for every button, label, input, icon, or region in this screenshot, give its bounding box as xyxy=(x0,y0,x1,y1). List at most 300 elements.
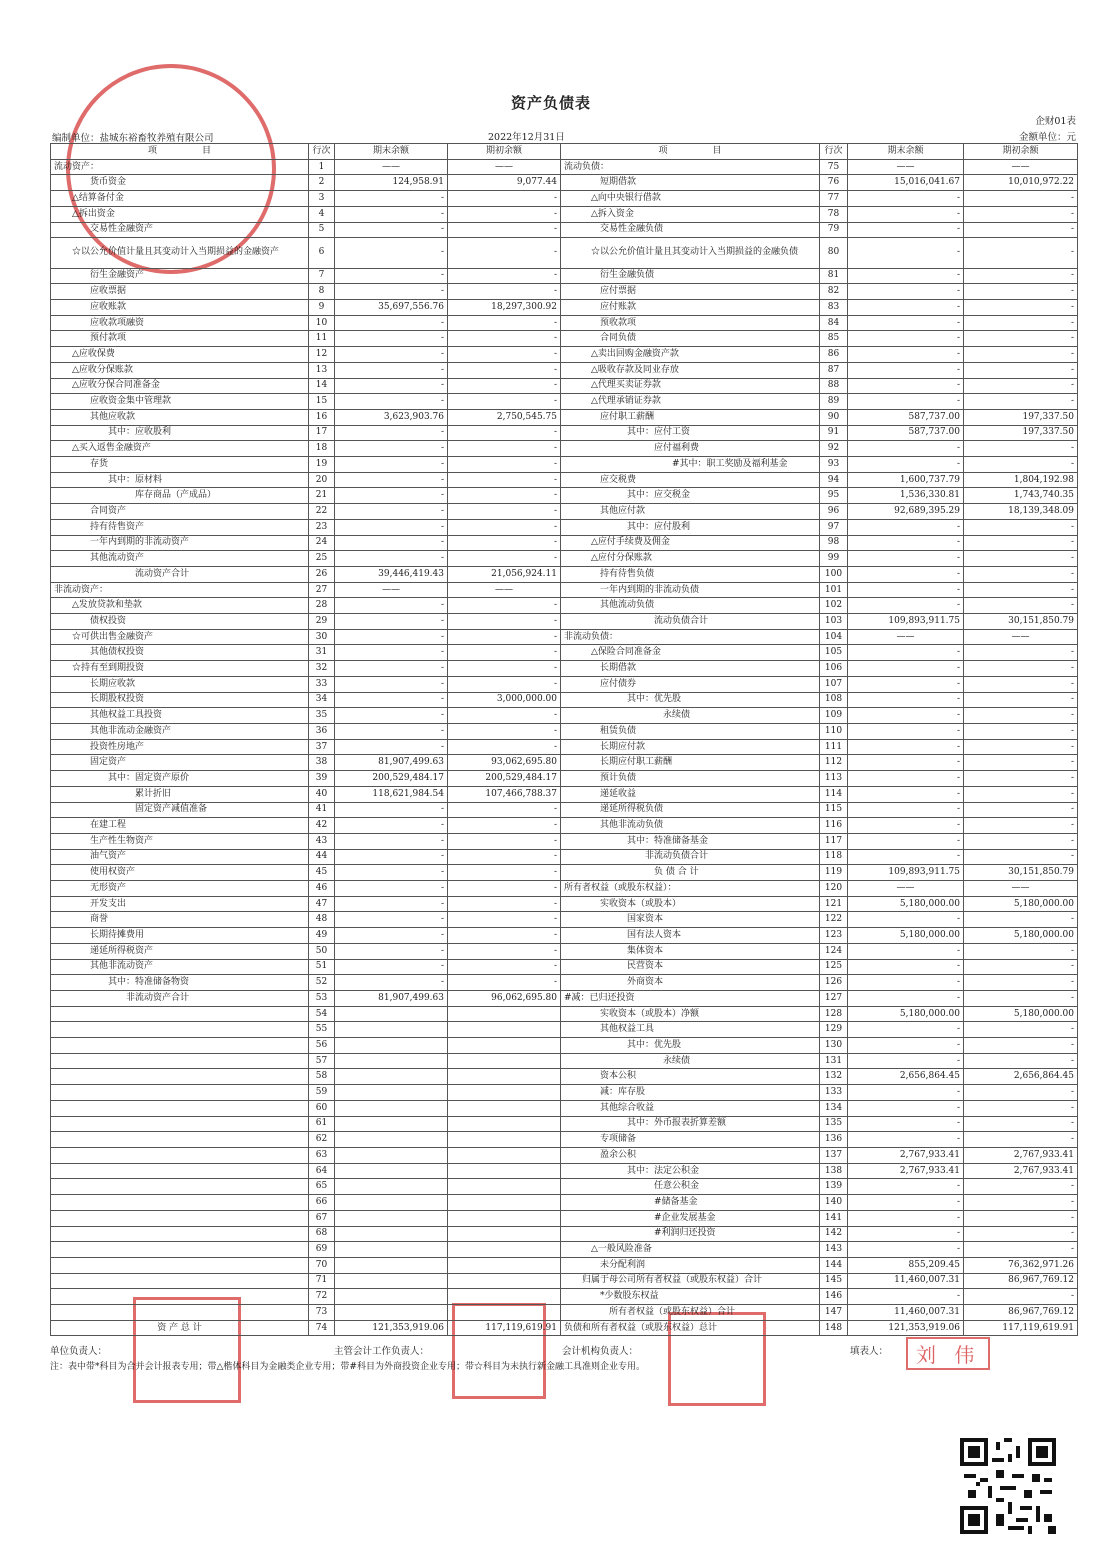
asset-begin-balance: - xyxy=(448,739,561,755)
asset-begin-balance: - xyxy=(448,519,561,535)
asset-item xyxy=(51,1195,309,1211)
asset-end-balance: - xyxy=(335,818,448,834)
table-row xyxy=(51,238,1078,268)
liability-line-no: 141 xyxy=(820,1210,848,1226)
liability-end-balance: 1,600,737.79 xyxy=(848,472,964,488)
table-row xyxy=(51,551,1078,567)
liability-begin-balance: 5,180,000.00 xyxy=(964,1006,1078,1022)
liability-begin-balance: - xyxy=(964,238,1078,268)
asset-begin-balance: —— xyxy=(448,159,561,175)
asset-item: △结算备付金 xyxy=(51,191,309,207)
asset-begin-balance: - xyxy=(448,928,561,944)
liability-line-no: 77 xyxy=(820,191,848,207)
asset-line-no: 63 xyxy=(309,1147,335,1163)
liability-end-balance: - xyxy=(848,1116,964,1132)
liability-begin-balance: 30,151,850.79 xyxy=(964,614,1078,630)
table-row xyxy=(51,504,1078,520)
table-row xyxy=(51,990,1078,1006)
table-row xyxy=(51,582,1078,598)
asset-end-balance: - xyxy=(335,645,448,661)
liability-end-balance: - xyxy=(848,724,964,740)
liability-item: 合同负债 xyxy=(561,331,820,347)
table-row xyxy=(51,975,1078,991)
table-row xyxy=(51,1242,1078,1258)
table-row xyxy=(51,1006,1078,1022)
asset-end-balance: - xyxy=(335,238,448,268)
asset-line-no: 66 xyxy=(309,1195,335,1211)
asset-end-balance: - xyxy=(335,222,448,238)
asset-line-no: 7 xyxy=(309,268,335,284)
liability-item: 民营资本 xyxy=(561,959,820,975)
liability-line-no: 102 xyxy=(820,598,848,614)
asset-end-balance: - xyxy=(335,739,448,755)
asset-line-no: 65 xyxy=(309,1179,335,1195)
liability-item: 其中：应付股利 xyxy=(561,519,820,535)
asset-end-balance: - xyxy=(335,268,448,284)
liability-line-no: 125 xyxy=(820,959,848,975)
liability-end-balance: - xyxy=(848,347,964,363)
asset-line-no: 25 xyxy=(309,551,335,567)
liability-begin-balance: - xyxy=(964,394,1078,410)
asset-item xyxy=(51,1179,309,1195)
table-row xyxy=(51,1226,1078,1242)
liability-line-no: 144 xyxy=(820,1257,848,1273)
table-row xyxy=(51,802,1078,818)
asset-end-balance: - xyxy=(335,943,448,959)
asset-end-balance: 81,907,499.63 xyxy=(335,755,448,771)
table-row xyxy=(51,566,1078,582)
liability-item: 负 债 合 计 xyxy=(561,865,820,881)
liability-begin-balance: - xyxy=(964,1085,1078,1101)
liability-begin-balance: 86,967,769.12 xyxy=(964,1305,1078,1321)
liability-begin-balance: - xyxy=(964,551,1078,567)
liability-line-no: 104 xyxy=(820,629,848,645)
liability-line-no: 115 xyxy=(820,802,848,818)
liability-item: 非流动负债： xyxy=(561,629,820,645)
liability-line-no: 126 xyxy=(820,975,848,991)
asset-begin-balance xyxy=(448,1257,561,1273)
asset-begin-balance xyxy=(448,1305,561,1321)
asset-begin-balance: - xyxy=(448,472,561,488)
liability-line-no: 90 xyxy=(820,409,848,425)
liability-end-balance: - xyxy=(848,238,964,268)
liability-item: #利润归还投资 xyxy=(561,1226,820,1242)
asset-begin-balance: - xyxy=(448,315,561,331)
table-row xyxy=(51,175,1078,191)
asset-end-balance: - xyxy=(335,676,448,692)
liability-end-balance: - xyxy=(848,771,964,787)
unit-head-label: 单位负责人： xyxy=(50,1346,108,1357)
table-row xyxy=(51,425,1078,441)
liability-item: 实收资本（或股本） xyxy=(561,896,820,912)
liability-end-balance: - xyxy=(848,566,964,582)
asset-item xyxy=(51,1132,309,1148)
asset-end-balance: 81,907,499.63 xyxy=(335,990,448,1006)
liability-end-balance: - xyxy=(848,1132,964,1148)
liability-begin-balance: - xyxy=(964,739,1078,755)
asset-begin-balance xyxy=(448,1006,561,1022)
liability-line-no: 94 xyxy=(820,472,848,488)
liability-end-balance: —— xyxy=(848,629,964,645)
asset-item: 其中：原材料 xyxy=(51,472,309,488)
asset-line-no: 17 xyxy=(309,425,335,441)
asset-end-balance: - xyxy=(335,629,448,645)
table-row xyxy=(51,206,1078,222)
asset-end-balance xyxy=(335,1163,448,1179)
asset-end-balance: - xyxy=(335,692,448,708)
asset-item: 流动资产： xyxy=(51,159,309,175)
liability-begin-balance: - xyxy=(964,1242,1078,1258)
asset-item: 持有待售资产 xyxy=(51,519,309,535)
asset-line-no: 18 xyxy=(309,441,335,457)
liability-end-balance: 11,460,007.31 xyxy=(848,1273,964,1289)
asset-line-no: 24 xyxy=(309,535,335,551)
asset-item: 固定资产 xyxy=(51,755,309,771)
liability-end-balance: - xyxy=(848,1053,964,1069)
liability-item: 负债和所有者权益（或股东权益）总计 xyxy=(561,1320,820,1336)
asset-item xyxy=(51,1147,309,1163)
asset-line-no: 39 xyxy=(309,771,335,787)
liability-end-balance: - xyxy=(848,1179,964,1195)
liability-item: 租赁负债 xyxy=(561,724,820,740)
table-row xyxy=(51,708,1078,724)
asset-line-no: 33 xyxy=(309,676,335,692)
table-row xyxy=(51,771,1078,787)
liability-end-balance: - xyxy=(848,284,964,300)
table-row xyxy=(51,535,1078,551)
asset-line-no: 48 xyxy=(309,912,335,928)
liability-line-no: 118 xyxy=(820,849,848,865)
liability-item: 应交税费 xyxy=(561,472,820,488)
asset-item: △发放贷款和垫款 xyxy=(51,598,309,614)
asset-line-no: 36 xyxy=(309,724,335,740)
asset-begin-balance: - xyxy=(448,268,561,284)
asset-end-balance: - xyxy=(335,833,448,849)
asset-end-balance: - xyxy=(335,912,448,928)
asset-item xyxy=(51,1163,309,1179)
asset-end-balance: - xyxy=(335,425,448,441)
liability-item: 其中：优先股 xyxy=(561,1038,820,1054)
asset-begin-balance: - xyxy=(448,975,561,991)
asset-item: 无形资产 xyxy=(51,881,309,897)
asset-begin-balance: - xyxy=(448,551,561,567)
liability-item: 长期应付职工薪酬 xyxy=(561,755,820,771)
asset-end-balance xyxy=(335,1132,448,1148)
qr-code-icon xyxy=(960,1438,1056,1534)
org-head-label: 会计机构负责人： xyxy=(562,1346,639,1357)
asset-end-balance: —— xyxy=(335,582,448,598)
asset-line-no: 62 xyxy=(309,1132,335,1148)
liability-line-no: 89 xyxy=(820,394,848,410)
liability-end-balance: 2,767,933.41 xyxy=(848,1163,964,1179)
asset-begin-balance xyxy=(448,1273,561,1289)
liability-begin-balance: - xyxy=(964,802,1078,818)
table-row xyxy=(51,928,1078,944)
liability-item: 盈余公积 xyxy=(561,1147,820,1163)
liability-begin-balance: - xyxy=(964,724,1078,740)
liability-begin-balance: - xyxy=(964,755,1078,771)
liability-begin-balance: - xyxy=(964,315,1078,331)
table-row xyxy=(51,441,1078,457)
table-row xyxy=(51,833,1078,849)
asset-end-balance: - xyxy=(335,849,448,865)
asset-line-no: 26 xyxy=(309,566,335,582)
liability-end-balance: - xyxy=(848,378,964,394)
company-name: 编制单位：盐城东裕畜牧养殖有限公司 xyxy=(52,133,214,144)
asset-item xyxy=(51,1116,309,1132)
liability-item: 短期借款 xyxy=(561,175,820,191)
asset-end-balance: - xyxy=(335,206,448,222)
table-row xyxy=(51,519,1078,535)
liability-item: 递延收益 xyxy=(561,786,820,802)
asset-item: △拆出资金 xyxy=(51,206,309,222)
asset-item: 固定资产减值准备 xyxy=(51,802,309,818)
asset-item: 其中：特准储备物资 xyxy=(51,975,309,991)
liability-begin-balance: —— xyxy=(964,159,1078,175)
liability-line-no: 100 xyxy=(820,566,848,582)
liability-line-no: 137 xyxy=(820,1147,848,1163)
liability-begin-balance: 30,151,850.79 xyxy=(964,865,1078,881)
asset-end-balance xyxy=(335,1179,448,1195)
asset-item xyxy=(51,1305,309,1321)
asset-line-no: 55 xyxy=(309,1022,335,1038)
liability-end-balance: - xyxy=(848,1226,964,1242)
table-row xyxy=(51,1100,1078,1116)
liability-line-no: 83 xyxy=(820,300,848,316)
asset-item: 累计折旧 xyxy=(51,786,309,802)
liability-begin-balance: - xyxy=(964,692,1078,708)
liability-item: 资本公积 xyxy=(561,1069,820,1085)
asset-begin-balance xyxy=(448,1100,561,1116)
asset-begin-balance: 18,297,300.92 xyxy=(448,300,561,316)
liability-item: 流动负债合计 xyxy=(561,614,820,630)
asset-end-balance: - xyxy=(335,457,448,473)
liability-line-no: 88 xyxy=(820,378,848,394)
asset-line-no: 57 xyxy=(309,1053,335,1069)
asset-line-no: 54 xyxy=(309,1006,335,1022)
asset-line-no: 28 xyxy=(309,598,335,614)
liability-line-no: 138 xyxy=(820,1163,848,1179)
liability-end-balance: - xyxy=(848,959,964,975)
asset-line-no: 23 xyxy=(309,519,335,535)
asset-line-no: 73 xyxy=(309,1305,335,1321)
liability-line-no: 82 xyxy=(820,284,848,300)
asset-item: 生产性生物资产 xyxy=(51,833,309,849)
asset-line-no: 49 xyxy=(309,928,335,944)
page-title: 资产负债表 xyxy=(510,94,591,112)
asset-begin-balance xyxy=(448,1085,561,1101)
asset-begin-balance: - xyxy=(448,347,561,363)
liability-end-balance: —— xyxy=(848,881,964,897)
asset-begin-balance: - xyxy=(448,284,561,300)
asset-item: △买入返售金融资产 xyxy=(51,441,309,457)
asset-end-balance: - xyxy=(335,896,448,912)
table-row xyxy=(51,1305,1078,1321)
liability-end-balance: - xyxy=(848,1242,964,1258)
liability-item: △保险合同准备金 xyxy=(561,645,820,661)
asset-line-no: 6 xyxy=(309,238,335,268)
asset-end-balance xyxy=(335,1273,448,1289)
asset-end-balance xyxy=(335,1147,448,1163)
liability-line-no: 117 xyxy=(820,833,848,849)
asset-begin-balance: - xyxy=(448,865,561,881)
table-row xyxy=(51,614,1078,630)
liability-end-balance: - xyxy=(848,786,964,802)
liability-end-balance: 5,180,000.00 xyxy=(848,896,964,912)
asset-item: 其他流动资产 xyxy=(51,551,309,567)
liability-begin-balance: - xyxy=(964,975,1078,991)
table-row xyxy=(51,378,1078,394)
liability-end-balance: - xyxy=(848,300,964,316)
liability-begin-balance: - xyxy=(964,331,1078,347)
asset-end-balance: 124,958.91 xyxy=(335,175,448,191)
liability-line-no: 103 xyxy=(820,614,848,630)
asset-item: 其他权益工具投资 xyxy=(51,708,309,724)
table-header xyxy=(51,144,1078,160)
asset-item xyxy=(51,1038,309,1054)
liability-item: 递延所得税负债 xyxy=(561,802,820,818)
liability-begin-balance: - xyxy=(964,535,1078,551)
table-row xyxy=(51,959,1078,975)
table-row xyxy=(51,1116,1078,1132)
asset-end-balance xyxy=(335,1022,448,1038)
liability-item: △代理承销证券款 xyxy=(561,394,820,410)
liability-item: #减：已归还投资 xyxy=(561,990,820,1006)
preparer-seal: 刘 伟 xyxy=(906,1337,990,1370)
liability-begin-balance: - xyxy=(964,457,1078,473)
liability-item: △拆入资金 xyxy=(561,206,820,222)
liability-begin-balance: - xyxy=(964,1132,1078,1148)
asset-line-no: 41 xyxy=(309,802,335,818)
liability-item: 其中：应交税金 xyxy=(561,488,820,504)
liability-begin-balance: 18,139,348.09 xyxy=(964,504,1078,520)
liability-item: 所有者权益（或股东权益）合计 xyxy=(561,1305,820,1321)
asset-end-balance: - xyxy=(335,724,448,740)
liability-line-no: 121 xyxy=(820,896,848,912)
liability-end-balance: - xyxy=(848,551,964,567)
asset-end-balance: - xyxy=(335,284,448,300)
liability-item: 非流动负债合计 xyxy=(561,849,820,865)
table-row xyxy=(51,1085,1078,1101)
asset-end-balance xyxy=(335,1257,448,1273)
asset-line-no: 34 xyxy=(309,692,335,708)
liability-begin-balance: - xyxy=(964,222,1078,238)
liability-item: 其中：外币报表折算差额 xyxy=(561,1116,820,1132)
asset-end-balance xyxy=(335,1085,448,1101)
table-row xyxy=(51,1179,1078,1195)
liability-end-balance: - xyxy=(848,676,964,692)
liability-line-no: 130 xyxy=(820,1038,848,1054)
liability-begin-balance: - xyxy=(964,206,1078,222)
liability-end-balance: 855,209.45 xyxy=(848,1257,964,1273)
liability-end-balance: 5,180,000.00 xyxy=(848,928,964,944)
table-row xyxy=(51,1195,1078,1211)
liability-line-no: 85 xyxy=(820,331,848,347)
liability-begin-balance: - xyxy=(964,818,1078,834)
asset-item: 合同资产 xyxy=(51,504,309,520)
asset-line-no: 58 xyxy=(309,1069,335,1085)
table-row xyxy=(51,1038,1078,1054)
asset-end-balance: - xyxy=(335,865,448,881)
liability-begin-balance: - xyxy=(964,708,1078,724)
asset-begin-balance: - xyxy=(448,394,561,410)
liability-begin-balance: 197,337.50 xyxy=(964,409,1078,425)
table-row xyxy=(51,1273,1078,1289)
asset-end-balance: - xyxy=(335,191,448,207)
asset-item xyxy=(51,1053,309,1069)
liability-line-no: 134 xyxy=(820,1100,848,1116)
table-row xyxy=(51,331,1078,347)
asset-begin-balance: - xyxy=(448,331,561,347)
liability-item: 应付职工薪酬 xyxy=(561,409,820,425)
liability-line-no: 92 xyxy=(820,441,848,457)
liability-line-no: 78 xyxy=(820,206,848,222)
col-begin-right: 期初余额 xyxy=(964,144,1078,160)
asset-begin-balance: - xyxy=(448,206,561,222)
liability-begin-balance: - xyxy=(964,645,1078,661)
table-row xyxy=(51,849,1078,865)
asset-line-no: 50 xyxy=(309,943,335,959)
asset-begin-balance xyxy=(448,1069,561,1085)
asset-begin-balance: - xyxy=(448,614,561,630)
asset-begin-balance xyxy=(448,1022,561,1038)
asset-item xyxy=(51,1006,309,1022)
liability-line-no: 84 xyxy=(820,315,848,331)
liability-end-balance: 587,737.00 xyxy=(848,425,964,441)
asset-begin-balance xyxy=(448,1195,561,1211)
asset-item: 应收账款 xyxy=(51,300,309,316)
liability-begin-balance: - xyxy=(964,566,1078,582)
asset-line-no: 68 xyxy=(309,1226,335,1242)
liability-item: 其中：法定公积金 xyxy=(561,1163,820,1179)
liability-begin-balance: 2,767,933.41 xyxy=(964,1147,1078,1163)
liability-line-no: 147 xyxy=(820,1305,848,1321)
liability-item: 归属于母公司所有者权益（或股东权益）合计 xyxy=(561,1273,820,1289)
table-row xyxy=(51,1163,1078,1179)
liability-line-no: 131 xyxy=(820,1053,848,1069)
asset-end-balance: - xyxy=(335,881,448,897)
asset-item: 应收票据 xyxy=(51,284,309,300)
liability-begin-balance: - xyxy=(964,849,1078,865)
liability-item: △应付分保账款 xyxy=(561,551,820,567)
liability-begin-balance: - xyxy=(964,1289,1078,1305)
asset-line-no: 20 xyxy=(309,472,335,488)
asset-begin-balance: 200,529,484.17 xyxy=(448,771,561,787)
table-row xyxy=(51,315,1078,331)
liability-end-balance: - xyxy=(848,331,964,347)
asset-line-no: 71 xyxy=(309,1273,335,1289)
liability-line-no: 128 xyxy=(820,1006,848,1022)
table-row xyxy=(51,865,1078,881)
liability-line-no: 76 xyxy=(820,175,848,191)
asset-item: ☆可供出售金融资产 xyxy=(51,629,309,645)
liability-item: 应付福利费 xyxy=(561,441,820,457)
asset-item: 长期股权投资 xyxy=(51,692,309,708)
liability-begin-balance: - xyxy=(964,582,1078,598)
asset-line-no: 27 xyxy=(309,582,335,598)
table-row xyxy=(51,362,1078,378)
liability-item: 实收资本（或股本）净额 xyxy=(561,1006,820,1022)
table-row xyxy=(51,457,1078,473)
asset-begin-balance xyxy=(448,1242,561,1258)
asset-item: 应收资金集中管理款 xyxy=(51,394,309,410)
liability-item: 衍生金融负债 xyxy=(561,268,820,284)
asset-item: 预付款项 xyxy=(51,331,309,347)
footnote: 注：表中带*科目为合并会计报表专用；带△楷体科目为金融类企业专用；带#科目为外商投资企业专用；带☆科目为未执行新金融工具准则企业专用。 xyxy=(50,1362,645,1372)
asset-line-no: 2 xyxy=(309,175,335,191)
liability-begin-balance: - xyxy=(964,786,1078,802)
table-row xyxy=(51,661,1078,677)
